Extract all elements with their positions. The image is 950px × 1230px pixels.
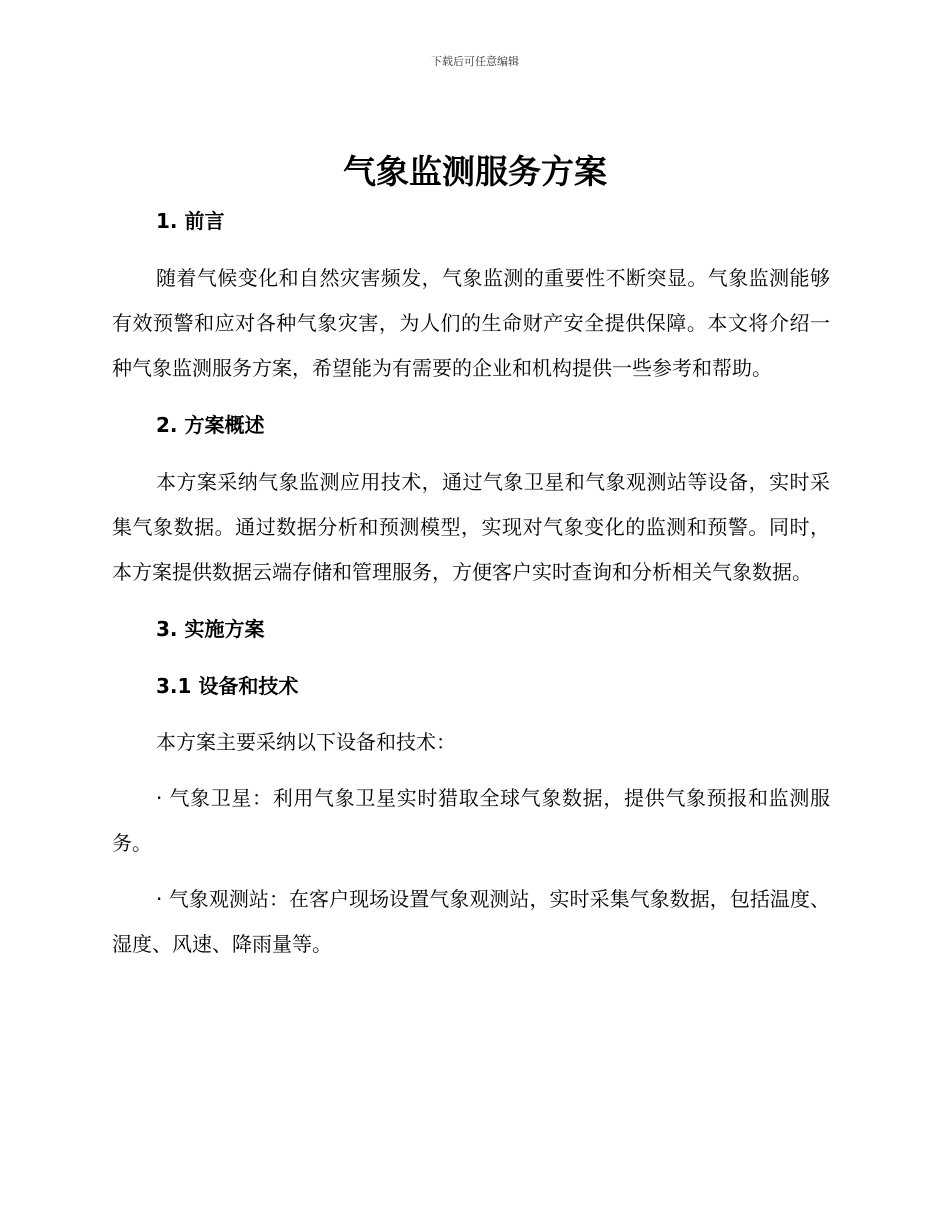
section-heading-implementation: 3. 实施方案 (156, 617, 265, 641)
paragraph-equipment-intro: 本方案主要采纳以下设备和技术： (156, 730, 456, 754)
list-item-observation-station: · 气象观测站：在客户现场设置气象观测站，实时采集气象数据，包括温度、湿度、风速、降雨量等。 (112, 887, 830, 956)
header-note: 下载后可任意编辑 (431, 55, 519, 68)
paragraph-overview: 本方案采纳气象监测应用技术，通过气象卫星和气象观测站等设备，实时采集气象数据。通过数据分析和预测模型，实现对气象变化的监测和预警。同时，本方案提供数据云端存储和管理服务，方便客户实时查询和分析相关气象数据。 (112, 470, 830, 584)
section-heading-equipment: 3.1 设备和技术 (156, 674, 299, 698)
document-body (112, 198, 830, 967)
section-heading-preface: 1. 前言 (156, 209, 225, 233)
list-item-satellite: · 气象卫星：利用气象卫星实时猎取全球气象数据，提供气象预报和监测服务。 (112, 786, 830, 855)
paragraph-preface: 随着气候变化和自然灾害频发，气象监测的重要性不断突显。气象监测能够有效预警和应对各种气象灾害，为人们的生命财产安全提供保障。本文将介绍一种气象监测服务方案，希望能为有需要的企业和机构提供一些参考和帮助。 (112, 266, 830, 380)
document-title: 气象监测服务方案 (343, 152, 607, 191)
section-heading-overview: 2. 方案概述 (156, 413, 265, 437)
